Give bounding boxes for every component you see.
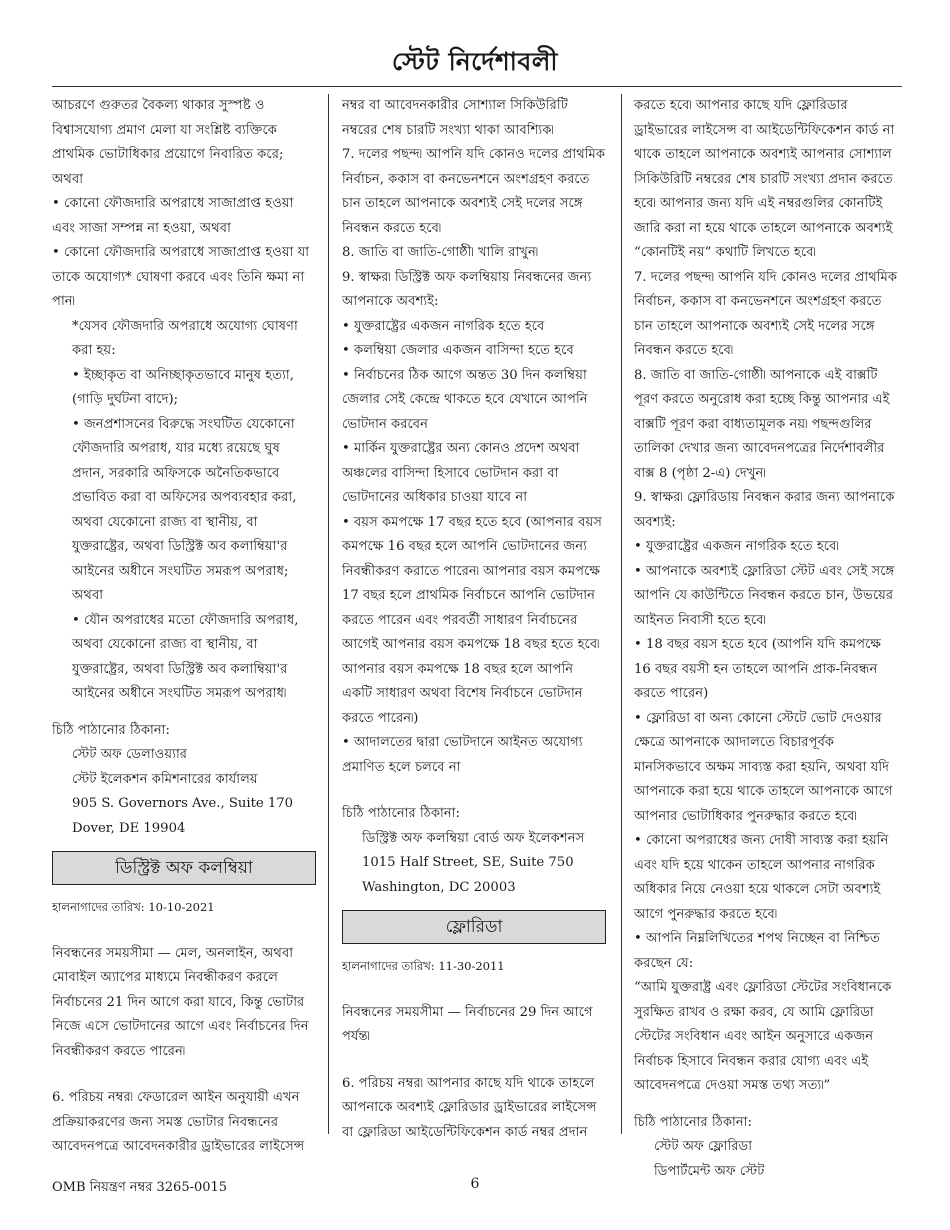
section-heading-dc: ডিস্ট্রিক্ট অফ কলম্বিয়া <box>52 851 316 885</box>
paragraph: 9. স্বাক্ষর৷ ফ্লোরিডায় নিবন্ধন করার জন্য আপনাকে অবশ্যই: <box>634 490 895 530</box>
paragraph: 9. স্বাক্ষর৷ ডিস্ট্রিক্ট অফ কলম্বিয়ায় নিবন্ধনের জন্য আপনাকে অবশ্যই: <box>342 269 592 309</box>
address-line: ডিপার্টমেন্ট অফ স্টেট <box>654 1163 765 1179</box>
bullet-item: • কোনো অপরাধের জন্য দোষী সাব্যস্ত করা হয়নি এবং যদি হয়ে থাকেন তাহলে আপনার নাগরিক অধিকার নিয়ে নেওয়া হয়ে থাকলে সেটা অবশ্যই আগে পুনরুদ্ধার করতে হবে৷ <box>634 833 889 922</box>
id-paragraph: 6. পরিচয় নম্বর৷ আপনার কাছে যদি থাকে তাহলে আপনাকে অবশ্যই ফ্লোরিডার ড্রাইভারের লাইসেন্স বা ফ্লোরিডা আইডেন্টিফিকেশন কার্ড নম্বর প্রদান <box>342 1075 597 1140</box>
bullet-item: • মার্কিন যুক্তরাষ্ট্রের অন্য কোনও প্রদেশ অথবা অঞ্চলের বাসিন্দা হিসাবে ভোটদান করা বা ভোটদানের অধিকার চাওয়া যাবে না <box>342 441 580 505</box>
bullet-item: • কোনো ফৌজদারি অপরাধে সাজাপ্রাপ্ত হওয়া এবং সাজা সম্পন্ন না হওয়া, অথবা <box>52 196 294 236</box>
section-heading-florida: ফ্লোরিডা <box>342 910 606 944</box>
bullet-item: • আপনাকে অবশ্যই ফ্লোরিডা স্টেট এবং সেই সঙ্গে আপনি যে কাউন্টিতে নিবন্ধন করতে চান, উভয়ের আইনত নিবাসী হতে হবে৷ <box>634 563 895 628</box>
page-title: স্টেট নির্দেশাবলী <box>391 47 559 76</box>
paragraph: 8. জাতি বা জাতি-গোষ্ঠী৷ আপনাকে এই বাক্সটি পূরণ করতে অনুরোধ করা হচ্ছে কিন্তু আপনার এই বাক্সটি পূরণ করা বাধ্যতামূলক নয়৷ পছন্দগুলির তালিকা দেখার জন্য আবেদনপত্রের নির্দেশাবলীর বাক্স 8 (পৃষ্ঠা 2-এ) দেখুন৷ <box>634 367 890 481</box>
bullet-item: • 18 বছর বয়স হতে হবে (আপনি যদি কমপক্ষে 16 বছর বয়সী হন তাহলে আপনি প্রাক-নিবন্ধন করতে পারেন) <box>634 637 882 701</box>
id-paragraph: 6. পরিচয় নম্বর৷ ফেডারেল আইন অনুযায়ী এখন প্রক্রিয়াকরণের জন্য সমস্ত ভোটার নিবন্ধনের আবেদনপত্রে আবেদনকারীর ড্রাইভারের লাইসেন্স <box>52 1090 305 1154</box>
updated-date: হালনাগাদের তারিখ: 11-30-2011 <box>342 959 505 973</box>
address-line: ডিস্ট্রিক্ট অফ কলম্বিয়া বোর্ড অফ ইলেকশনস <box>362 830 585 846</box>
address-line: Washington, DC 20003 <box>362 879 516 895</box>
omb-control-number: OMB নিয়ন্ত্রণ নম্বর 3265-0015 <box>52 1180 228 1195</box>
paragraph: 7. দলের পছন্দ৷ আপনি যদি কোনও দলের প্রাথমিক নির্বাচন, ককাস বা কনভেনশনে অংশগ্রহণ করতে চান তাহলে আপনাকে অবশ্যই সেই দলের সঙ্গে নিবন্ধন করতে হবে৷ <box>342 147 606 236</box>
address-line: স্টেট অফ ফ্লোরিডা <box>654 1139 753 1154</box>
bullet-item: • কোনো ফৌজদারি অপরাধে সাজাপ্রাপ্ত হওয়া যা তাকে অযোগ্য* ঘোষণা করবে এবং তিনি ক্ষমা না পান৷ <box>52 245 310 309</box>
mail-label: চিঠি পাঠানোর ঠিকানা: <box>634 1114 753 1130</box>
address-line: 905 S. Governors Ave., Suite 170 <box>72 796 294 811</box>
column-divider <box>328 94 329 1134</box>
bullet-item: • যৌন অপরাধের মতো ফৌজদারি অপরাধ, অথবা যেকোনো রাজ্য বা স্থানীয়, বা যুক্তরাষ্ট্রের, অথবা ডিস্ট্রিক্ট অব কলাম্বিয়া'র আইনের অধীনে সংঘটিত সমরূপ অপরাধ৷ <box>72 612 299 701</box>
address-line: স্টেট অফ ডেলাওয়্যার <box>72 747 188 762</box>
bullet-item: • নির্বাচনের ঠিক আগে অন্তত 30 দিন কলম্বিয়া জেলার সেই কেন্দ্রে থাকতে হবে যেখানে আপনি ভোটদান করবেন <box>342 367 588 432</box>
deadline-paragraph: নিবন্ধনের সময়সীমা — নির্বাচনের 29 দিন আগে পর্যন্ত৷ <box>342 1004 593 1044</box>
address-line: 1015 Half Street, SE, Suite 750 <box>362 855 574 870</box>
bullet-item: • ইচ্ছাকৃত বা অনিচ্ছাকৃতভাবে মানুষ হত্যা, (গাড়ি দুর্ঘটনা বাদে); <box>72 367 294 407</box>
updated-date: হালনাগাদের তারিখ: 10-10-2021 <box>52 900 215 914</box>
paragraph: 8. জাতি বা জাতি-গোষ্ঠী৷ খালি রাখুন৷ <box>342 245 539 260</box>
bullet-item: • আদালতের দ্বারা ভোটদানে আইনত অযোগ্য প্রমাণিত হলে চলবে না <box>342 735 583 775</box>
page-number: 6 <box>470 1176 480 1192</box>
bullet-item: • জনপ্রশাসনের বিরুদ্ধে সংঘটিত যেকোনো ফৌজদারি অপরাধ, যার মধ্যে রয়েছে ঘুষ প্রদান, সরকারি অফিসকে অনৈতিকভাবে প্রভাবিত করা বা অফিসের অপব্যবহার করা, অথবা যেকোনো রাজ্য বা স্থানীয়, বা যুক্তরাষ্ট্রের, অথবা ডিস্ট্রিক্ট অব কলাম্বিয়া'র আইনের অধীনে সংঘটিত সমরূপ অপরাধ; অথবা <box>72 416 297 603</box>
oath-text: “আমি যুক্তরাষ্ট্র এবং ফ্লোরিডা স্টেটের সংবিধানকে সুরক্ষিত রাখব ও রক্ষা করব, যে আমি ফ্লোরিডা স্টেটের সংবিধান এবং আইন অনুসারে একজন নির্বাচক হিসাবে নিবন্ধন করার যোগ্য এবং এই আবেদনপত্রে দেওয়া সমস্ত তথ্য সত্য৷” <box>634 980 892 1093</box>
title-rule <box>52 86 902 87</box>
bullet-item: • ফ্লোরিডা বা অন্য কোনো স্টেটে ভোট দেওয়ার ক্ষেত্রে আপনাকে আদালতে বিচারপূর্বক মানসিকভাবে অক্ষম সাব্যস্ত করা হয়নি, অথবা যদি আপনাকে করা হয়ে থাকে তাহলে আপনাকে আগে আপনার ভোটাধিকার পুনরুদ্ধার করতে হবে৷ <box>634 710 893 824</box>
bullet-item: • যুক্তরাষ্ট্রের একজন নাগরিক হতে হবে <box>342 318 545 334</box>
address-line: স্টেট ইলেকশন কমিশনারের কার্যালয় <box>72 771 258 787</box>
bullet-item: • আপনি নিম্নলিখিতের শপথ নিচ্ছেন বা নিশ্চিত করছেন যে: <box>634 931 880 971</box>
paragraph: আচরণে গুরুতর বৈকল্য থাকার সুস্পষ্ট ও বিশ্বাসযোগ্য প্রমাণ মেলা যা সংশ্লিষ্ট ব্যক্তিকে প্রাথমিক ভোটাধিকার প্রয়োগে নিবারিত করে; অথবা <box>52 98 284 187</box>
address-line: Dover, DE 19904 <box>72 820 186 836</box>
bullet-item: • কলম্বিয়া জেলার একজন বাসিন্দা হতে হবে <box>342 343 574 358</box>
column-3 <box>634 94 898 1184</box>
bullet-item: • বয়স কমপক্ষে 17 বছর হতে হবে (আপনার বয়স কমপক্ষে 16 বছর হলে আপনি ভোটদানের জন্য নিবন্ধীকরণ করাতে পারেন৷ আপনার বয়স কমপক্ষে 17 বছর হলে প্রাথমিক নির্বাচনে আপনি ভোটদান করতে পারেন এবং পরবর্তী সাধারণ নির্বাচনের আগেই আপনার বয়স কমপক্ষে 18 বছর হতে হবে৷ আপনার বয়স কমপক্ষে 18 বছর হলে আপনি একটি সাধারণ অথবা বিশেষ নির্বাচনে ভোটদান করতে পারেন৷) <box>342 514 602 726</box>
paragraph: নম্বর বা আবেদনকারীর সোশ্যাল সিকিউরিটি নম্বরের শেষ চারটি সংখ্যা থাকা আবশ্যিক৷ <box>342 98 568 138</box>
column-2 <box>342 94 606 1145</box>
bullet-item: • যুক্তরাষ্ট্রের একজন নাগরিক হতে হবে৷ <box>634 539 839 554</box>
paragraph: করতে হবে৷ আপনার কাছে যদি ফ্লোরিডার ড্রাইভারের লাইসেন্স বা আইডেন্টিফিকেশন কার্ড না থাকে তাহলে আপনাকে অবশ্যই আপনার সোশ্যাল সিকিউরিটি নম্বরের শেষ চারটি সংখ্যা প্রদান করতে হবে৷ আপনার জন্য যদি এই নম্বরগুলির কোনটিই জারি করা না হয়ে থাকে তাহলে আপনাকে অবশ্যই “কোনটিই নয়” কথাটি লিখতে হবে৷ <box>634 98 895 260</box>
paragraph: 7. দলের পছন্দ৷ আপনি যদি কোনও দলের প্রাথমিক নির্বাচন, ককাস বা কনভেনশনে অংশগ্রহণ করতে চান তাহলে আপনাকে অবশ্যই সেই দলের সঙ্গে নিবন্ধন করতে হবে৷ <box>634 269 898 358</box>
mail-label: চিঠি পাঠানোর ঠিকানা: <box>342 806 461 821</box>
column-divider <box>621 94 622 1134</box>
deadline-paragraph: নিবন্ধনের সময়সীমা — মেল, অনলাইন, অথবা মোবাইল অ্যাপের মাধ্যমে নিবন্ধীকরণ করলে নির্বাচনের 21 দিন আগে করা যাবে, কিন্তু ভোটার নিজে এসে ভোটদানের আগে এবং নির্বাচনের দিন নিবন্ধীকরণ করতে পারেন৷ <box>52 945 309 1059</box>
mail-label: চিঠি পাঠানোর ঠিকানা: <box>52 722 171 738</box>
column-1 <box>52 94 316 1160</box>
footnote: *যেসব ফৌজদারি অপরাধে অযোগ্য ঘোষণা করা হয়: <box>72 318 298 358</box>
